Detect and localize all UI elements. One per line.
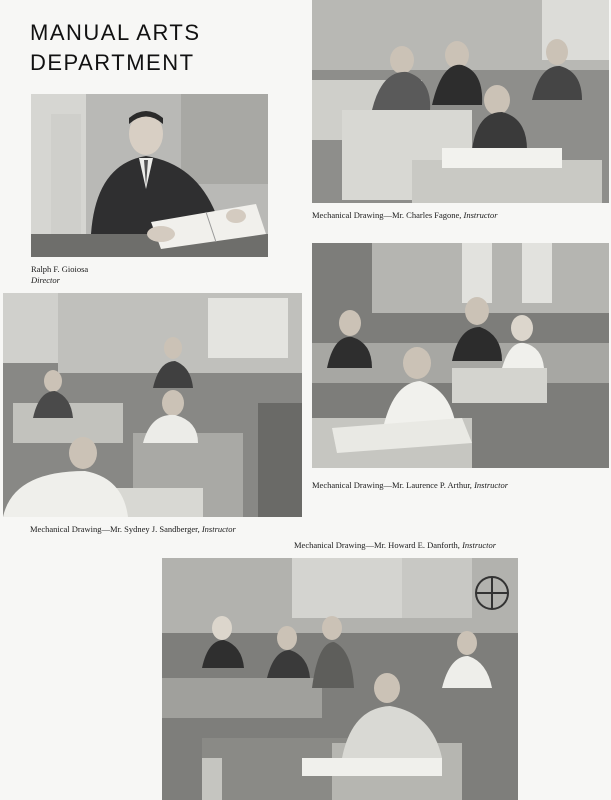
fagone-photo [312,0,609,203]
fagone-caption [312,210,498,221]
danforth-role: Instructor [462,540,497,550]
director-role: Director [31,275,60,285]
sandberger-subject: Mechanical Drawing—Mr. Sydney J. Sandberger, [30,524,202,534]
arthur-photo [312,243,609,468]
danforth-subject: Mechanical Drawing—Mr. Howard E. Danforth, [294,540,463,550]
title-line-1: MANUAL ARTS [30,20,201,45]
fagone-role: Instructor [463,210,498,220]
director-photo [31,94,268,257]
arthur-subject: Mechanical Drawing—Mr. Laurence P. Arthur, [312,480,475,490]
director-caption [31,264,88,286]
fagone-subject: Mechanical Drawing—Mr. Charles Fagone, [312,210,464,220]
arthur-caption [312,480,508,491]
director-name: Ralph F. Gioiosa [31,264,89,274]
sandberger-role: Instructor [201,524,236,534]
arthur-role: Instructor [474,480,509,490]
page-title [30,18,201,78]
danforth-caption [294,540,496,551]
title-line-2: DEPARTMENT [30,50,195,75]
danforth-photo [162,558,518,800]
sandberger-caption [30,524,236,535]
sandberger-photo [3,293,302,517]
